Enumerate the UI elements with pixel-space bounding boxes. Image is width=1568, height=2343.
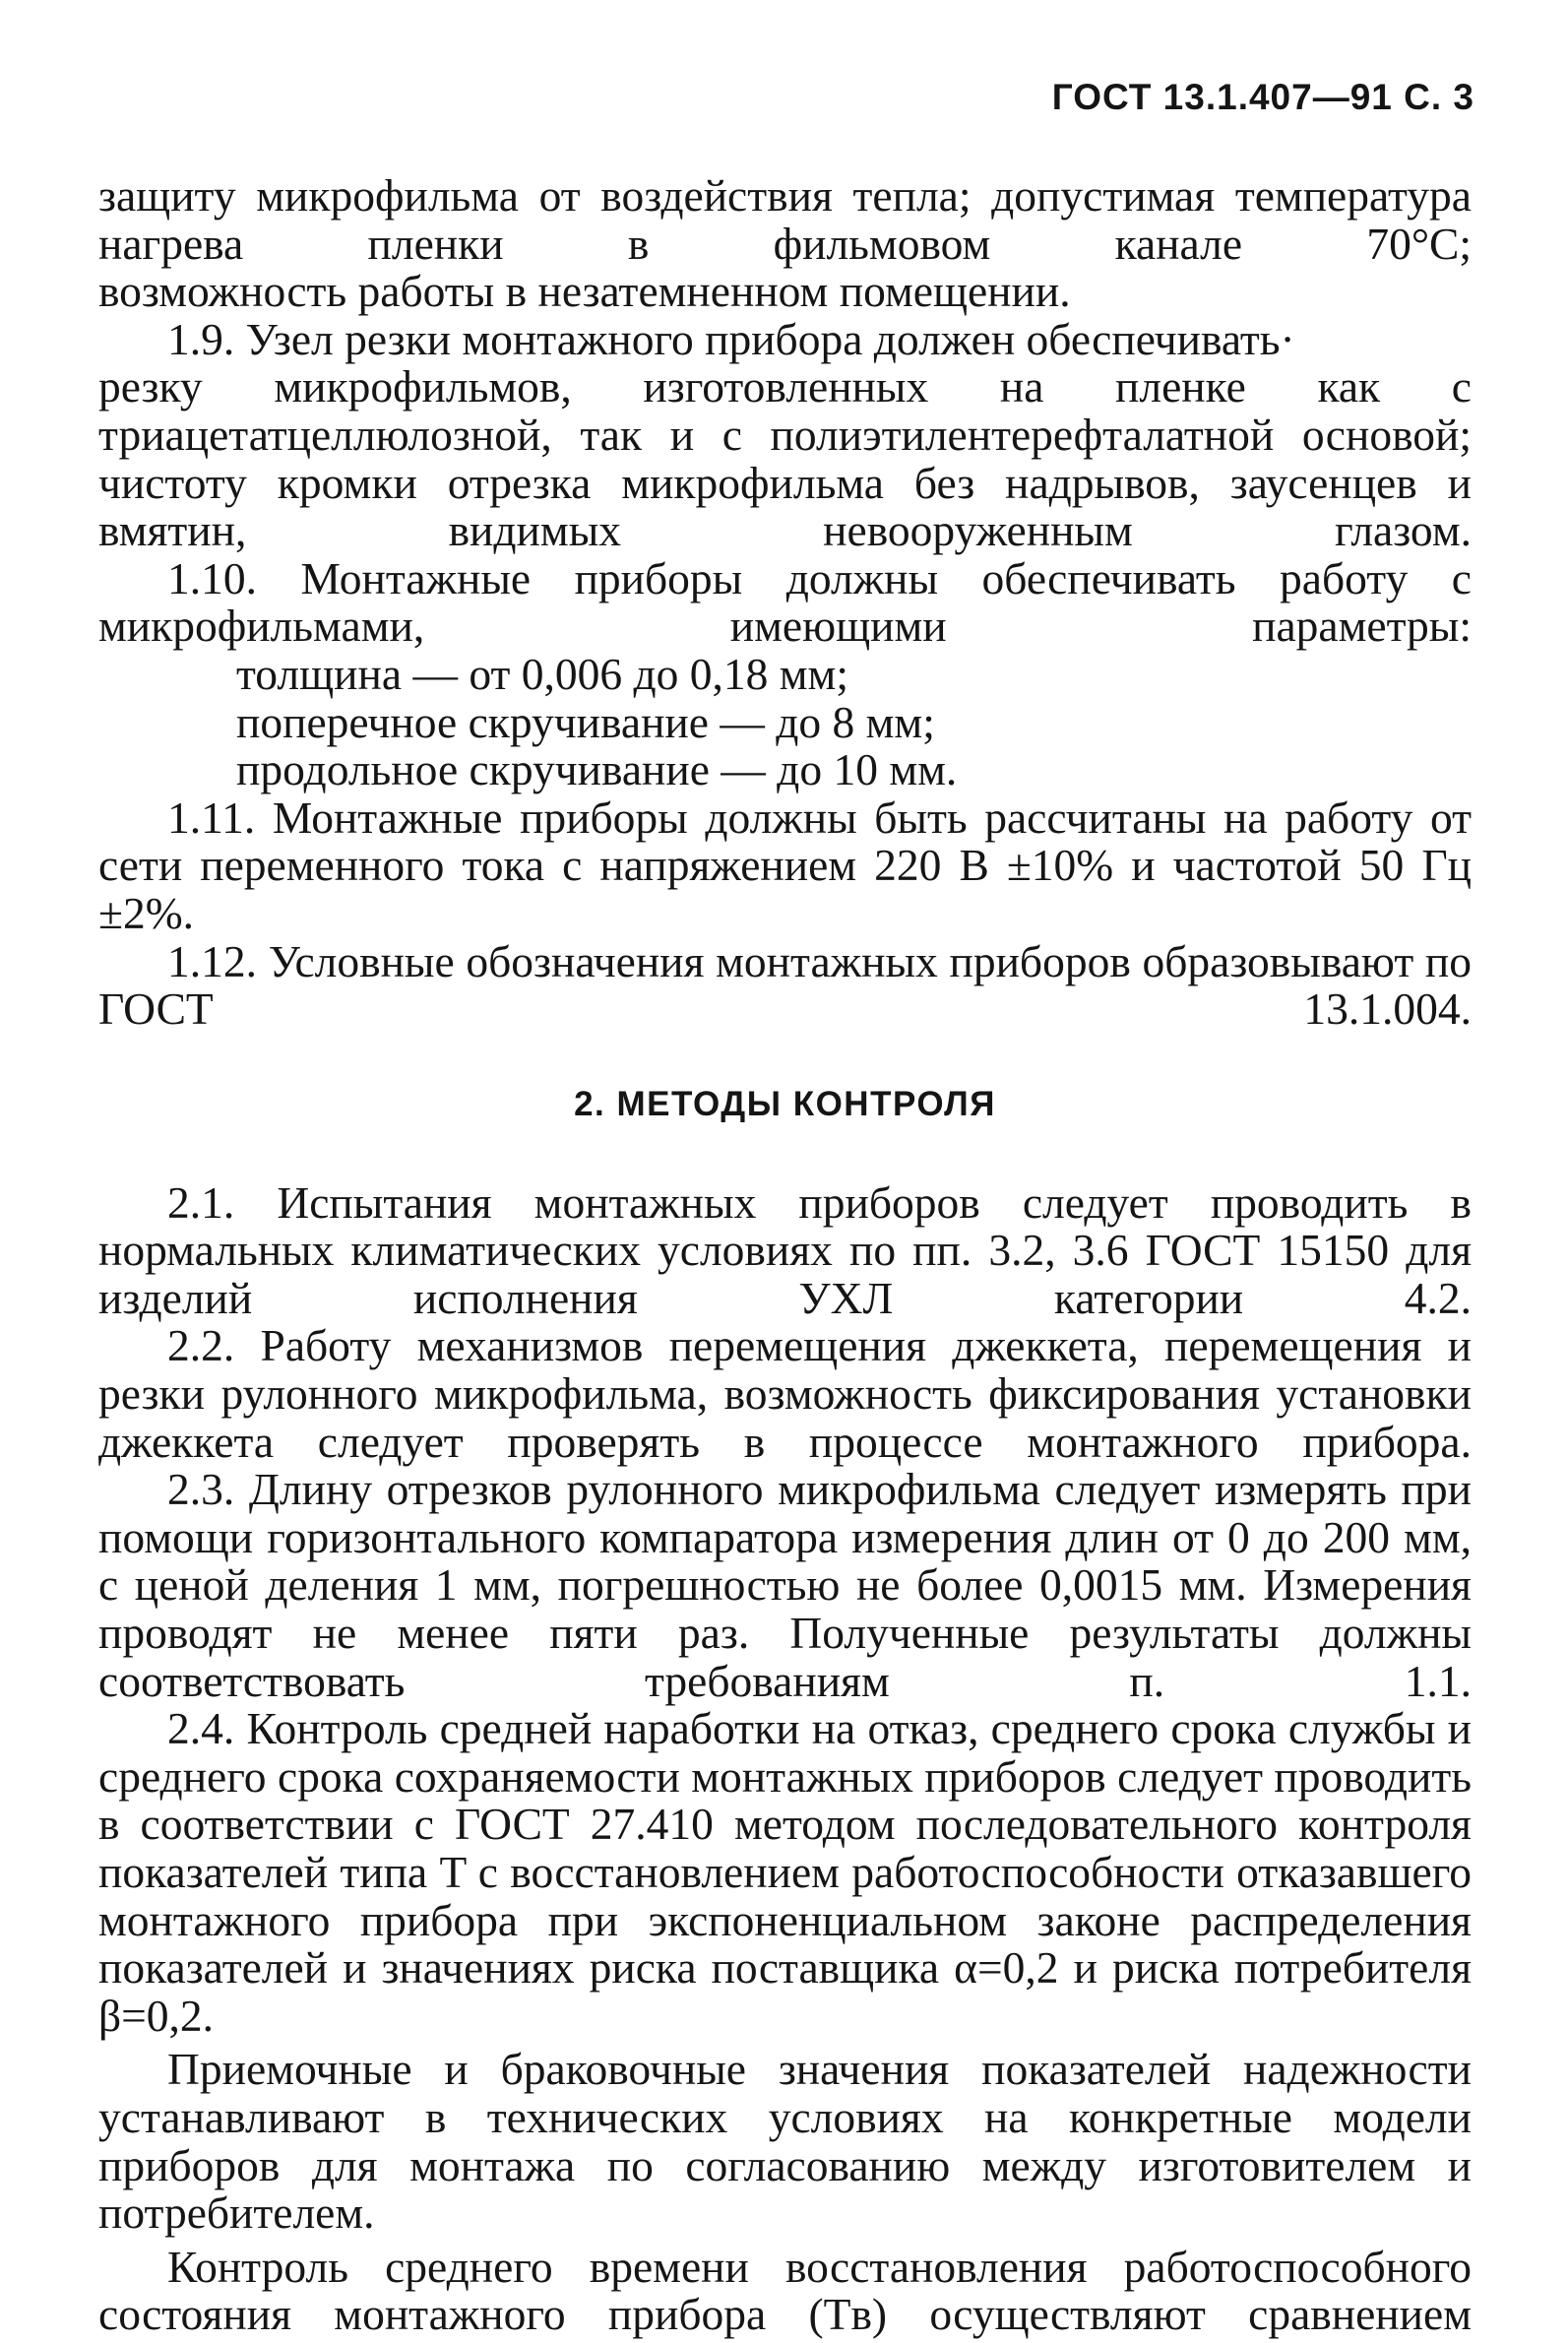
paragraph-2-4: 2.4. Контроль средней наработки на отказ, среднего срока службы и среднего срока сохраняемости монтажных приборов следует проводить в соответствии с ГОСТ 27.410 методом последовательного контроля показателей типа T с восстановлением работоспособности отказавшего монтажного прибора при экспоненциальном законе распределения показателей и значениях риска поставщика α=0,2 и риска потребителя β=0,2. bbox=[98, 1703, 1472, 2041]
paragraph-restore-time: Контроль среднего времени восстановления работоспособного состояния монтажного прибора (Tв) осуществляют сравнением bbox=[98, 2241, 1472, 2340]
paragraph-cutting: резку микрофильмов, изготовленных на пленке как с триацетатцеллюлозной, так и с полиэтилентерефталатной основой; bbox=[98, 361, 1472, 460]
paragraph-1-11: 1.11. Монтажные приборы должны быть рассчитаны на работу от сети переменного тока с напряжением 220 В ±10% и частотой 50 Гц ±2%. bbox=[98, 792, 1472, 938]
paragraph-undarkened-room: возможность работы в незатемненном помещении. bbox=[98, 266, 1071, 317]
paragraph-2-2: 2.2. Работу механизмов перемещения джеккета, перемещения и резки рулонного микрофильма, возможность фиксирования установки джеккета следует проверять в процессе монтажного прибора. bbox=[98, 1320, 1472, 1467]
paragraph-heat-protection: защиту микрофильма от воздействия тепла; допустимая температура нагрева пленки в фильмовом канале 70°С; bbox=[98, 170, 1472, 269]
document-body bbox=[98, 172, 1472, 2339]
paragraph-1-9: 1.9. Узел резки монтажного прибора должен обеспечивать· bbox=[167, 313, 1295, 364]
section-title-control-methods: 2. МЕТОДЫ КОНТРОЛЯ bbox=[574, 1084, 996, 1123]
param-transverse-curl: поперечное скручивание — до 8 мм; bbox=[236, 696, 935, 747]
param-longitudinal-curl: продольное скручивание — до 10 мм. bbox=[236, 744, 958, 795]
page-header: ГОСТ 13.1.407—91 С. 3 bbox=[1051, 77, 1474, 117]
paragraph-acceptance-values: Приемочные и браковочные значения показателей надежности устанавливают в технических условиях на конкретные модели приборов для монтажа по согласованию между изготовителем и потребителем. bbox=[98, 2044, 1472, 2239]
paragraph-2-3: 2.3. Длину отрезков рулонного микрофильма следует измерять при помощи горизонтального компаратора измерения длин от 0 до 200 мм, с ценой деления 1 мм, погрешностью не более 0,0015 мм. Измерения проводят не менее пяти раз. Полученные результаты должны соответствовать требованиям п. 1.1. bbox=[98, 1464, 1472, 1706]
paragraph-edge-cleanliness: чистоту кромки отрезка микрофильма без надрывов, заусенцев и вмятин, видимых невооруженным глазом. bbox=[98, 457, 1472, 556]
paragraph-1-10: 1.10. Монтажные приборы должны обеспечивать работу с микрофильмами, имеющими параметры: bbox=[98, 552, 1472, 652]
paragraph-1-12: 1.12. Условные обозначения монтажных приборов образовывают по ГОСТ 13.1.004. bbox=[98, 935, 1472, 1035]
paragraph-2-1: 2.1. Испытания монтажных приборов следует проводить в нормальных климатических условиях по пп. 3.2, 3.6 ГОСТ 15150 для изделий исполнения УХЛ категории 4.2. bbox=[98, 1176, 1472, 1323]
param-thickness: толщина — от 0,006 до 0,18 мм; bbox=[236, 648, 848, 699]
